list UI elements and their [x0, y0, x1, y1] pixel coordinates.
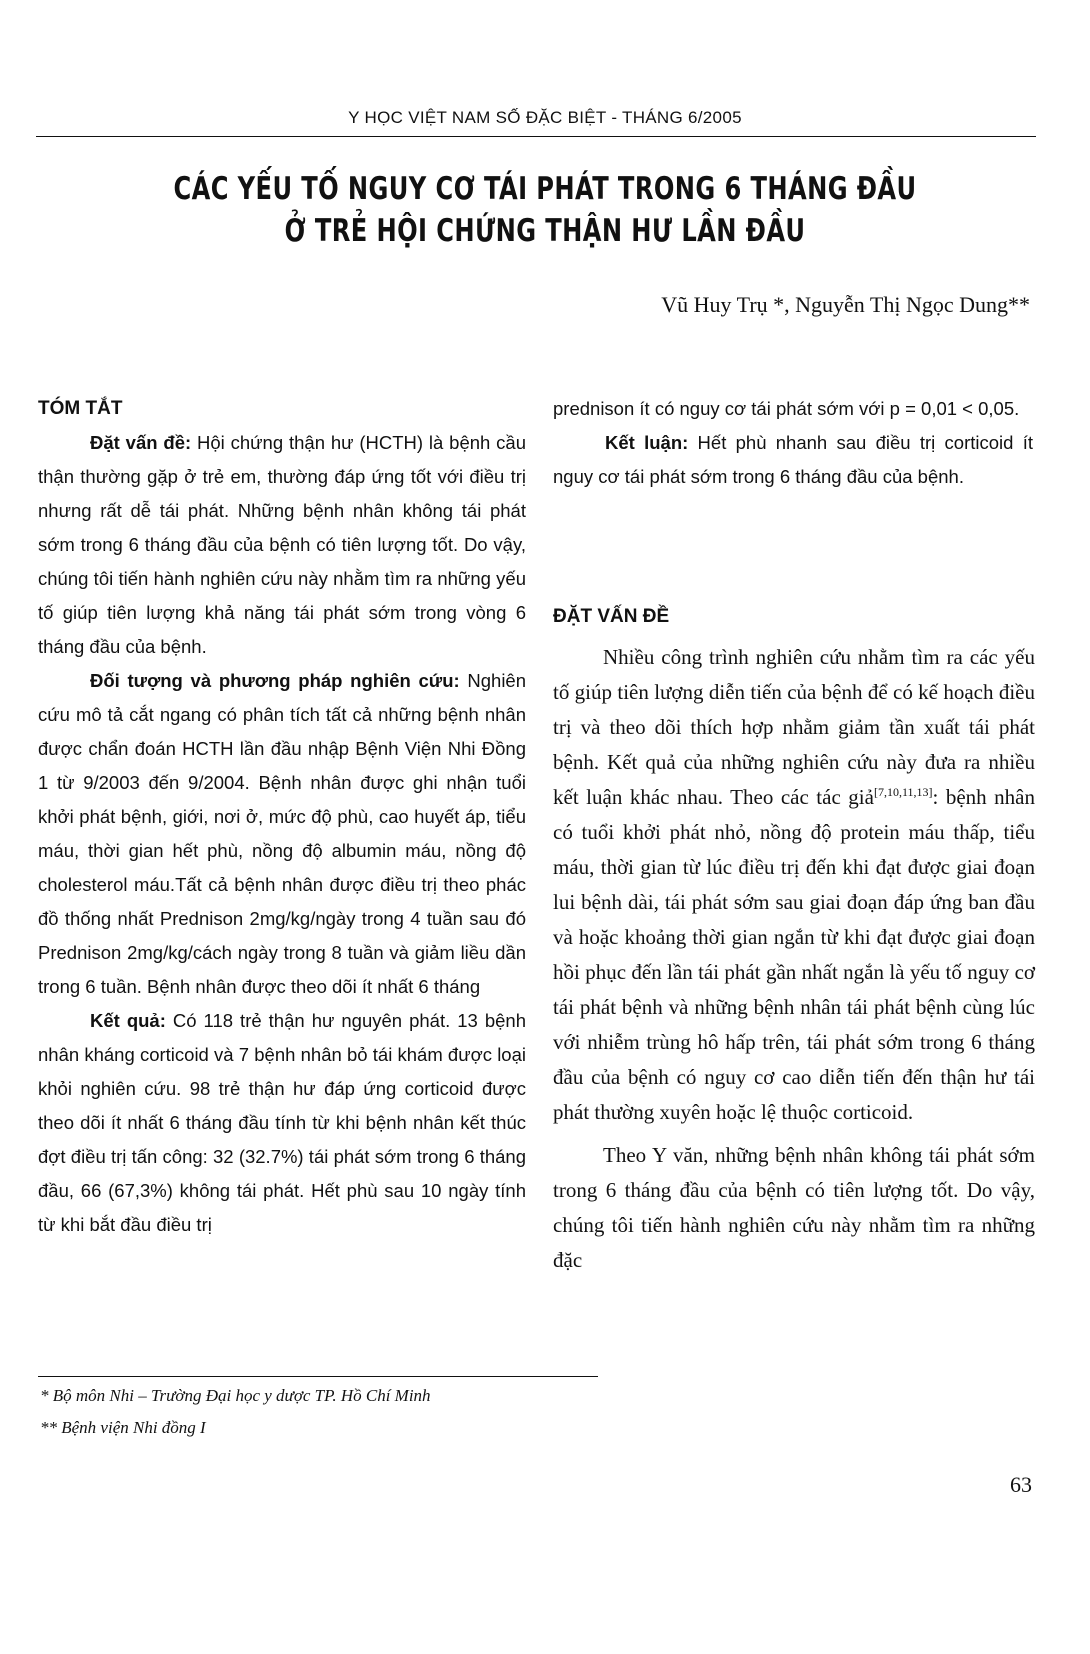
abstract-results [38, 1004, 526, 1242]
abstract-heading: TÓM TẮT [38, 398, 123, 419]
abstract-column [38, 392, 526, 1242]
authors: Vũ Huy Trụ *, Nguyễn Thị Ngọc Dung** [661, 292, 1030, 317]
conclusion-text: Hết phù nhanh sau điều trị corticoid ít nguy cơ tái phát sớm trong 6 tháng đầu của bệnh. [553, 432, 1033, 487]
conclusion-label: Kết luận: [605, 432, 689, 453]
header-rule [36, 136, 1036, 137]
abstract-conclusion [553, 426, 1033, 494]
introduction-column [553, 640, 1035, 1278]
background-label: Đặt vấn đề: [90, 432, 192, 453]
article-title [120, 168, 970, 252]
citation-superscript: [7,10,11,13] [873, 785, 933, 799]
title-line-1: CÁC YẾU TỐ NGUY CƠ TÁI PHÁT TRONG 6 THÁNG ĐẦU [173, 171, 917, 207]
running-header: Y HỌC VIỆT NAM SỐ ĐẶC BIỆT - THÁNG 6/2005 [348, 108, 742, 127]
introduction-paragraph-1 [553, 640, 1035, 1130]
background-text: Hội chứng thận hư (HCTH) là bệnh cầu thận thường gặp ở trẻ em, thường đáp ứng tốt với điều trị nhưng rất dễ tái phát. Những bệnh nhân không tái phát sớm trong 6 tháng đầu của bệnh có tiên lượng tốt. Do vậy, chúng tôi tiến hành nghiên cứu này nhằm tìm ra những yếu tố giúp tiên lượng khả năng tái phát sớm trong vòng 6 tháng đầu của bệnh. [38, 432, 526, 657]
results-text: Có 118 trẻ thận hư nguyên phát. 13 bệnh nhân kháng corticoid và 7 bệnh nhân bỏ tái khám được loại khỏi nghiên cứu. 98 trẻ thận hư đáp ứng corticoid được theo dõi ít nhất 6 tháng đầu tính từ khi bệnh nhân kết thúc đợt điều trị tấn công: 32 (32.7%) tái phát sớm trong 6 tháng đầu, 66 (67,3%) không tái phát. Hết phù sau 10 ngày tính từ khi bắt đầu điều trị [38, 1010, 526, 1235]
footnote-1: * Bộ môn Nhi – Trường Đại học y dược TP. Hồ Chí Minh [40, 1386, 431, 1405]
methods-label: Đối tượng và phương pháp nghiên cứu: [90, 670, 460, 691]
introduction-paragraph-2: Theo Y văn, những bệnh nhân không tái phát sớm trong 6 tháng đầu của bệnh có tiên lượng tốt. Do vậy, chúng tôi tiến hành nghiên cứu này nhằm tìm ra những đặc [553, 1143, 1035, 1272]
footnote-2: ** Bệnh viện Nhi đồng I [40, 1418, 206, 1437]
abstract-background [38, 426, 526, 664]
title-line-2: Ở TRẺ HỘI CHỨNG THẬN HƯ LẦN ĐẦU [284, 213, 806, 249]
footnote-rule [38, 1376, 598, 1377]
intro-p1-text-cont: : bệnh nhân có tuổi khởi phát nhỏ, nồng độ protein máu thấp, tiểu máu, thời gian từ lúc điều trị đến khi đạt được giai đoạn lui bệnh dài, tái phát sớm sau giai đoạn đáp ứng ban đầu và hoặc khoảng thời gian ngắn từ khi đạt được giai đoạn hồi phục đến lần tái phát gần nhất ngắn là yếu tố nguy cơ tái phát bệnh và những bệnh nhân tái phát bệnh cùng lúc với nhiễm trùng hô hấp trên, tái phát sớm trong 6 tháng đầu của bệnh có nguy cơ cao diễn tiến đến thận hư tái phát thường xuyên hoặc lệ thuộc corticoid. [553, 785, 1035, 1124]
results-continuation: prednison ít có nguy cơ tái phát sớm với p = 0,01 < 0,05. [553, 398, 1020, 419]
intro-p1-text: Nhiều công trình nghiên cứu nhằm tìm ra các yếu tố giúp tiên lượng diễn tiến của bệnh để có kế hoạch điều trị và theo dõi thích hợp nhằm giảm tần xuất tái phát bệnh. Kết quả của những nghiên cứu này đưa ra nhiều kết luận khác nhau. Theo các tác giả [553, 645, 1035, 809]
introduction-heading: ĐẶT VẤN ĐỀ [553, 606, 670, 627]
results-label: Kết quả: [90, 1010, 166, 1031]
abstract-methods [38, 664, 526, 1004]
abstract-continuation [553, 392, 1033, 494]
page-number: 63 [1010, 1472, 1032, 1497]
methods-text: Nghiên cứu mô tả cắt ngang có phân tích tất cả những bệnh nhân được chẩn đoán HCTH lần đầu nhập Bệnh Viện Nhi Đồng 1 từ 9/2003 đến 9/2004. Bệnh nhân được ghi nhận tuổi khởi phát bệnh, giới, nơi ở, mức độ phù, cao huyết áp, tiểu máu, thời gian hết phù, nồng độ albumin máu, nồng độ cholesterol máu.Tất cả bệnh nhân được điều trị theo phác đồ thống nhất Prednison 2mg/kg/ngày trong 4 tuần sau đó Prednison 2mg/kg/cách ngày trong 8 tuần và giảm liều dần trong 6 tuần. Bệnh nhân được theo dõi ít nhất 6 tháng [38, 670, 527, 997]
